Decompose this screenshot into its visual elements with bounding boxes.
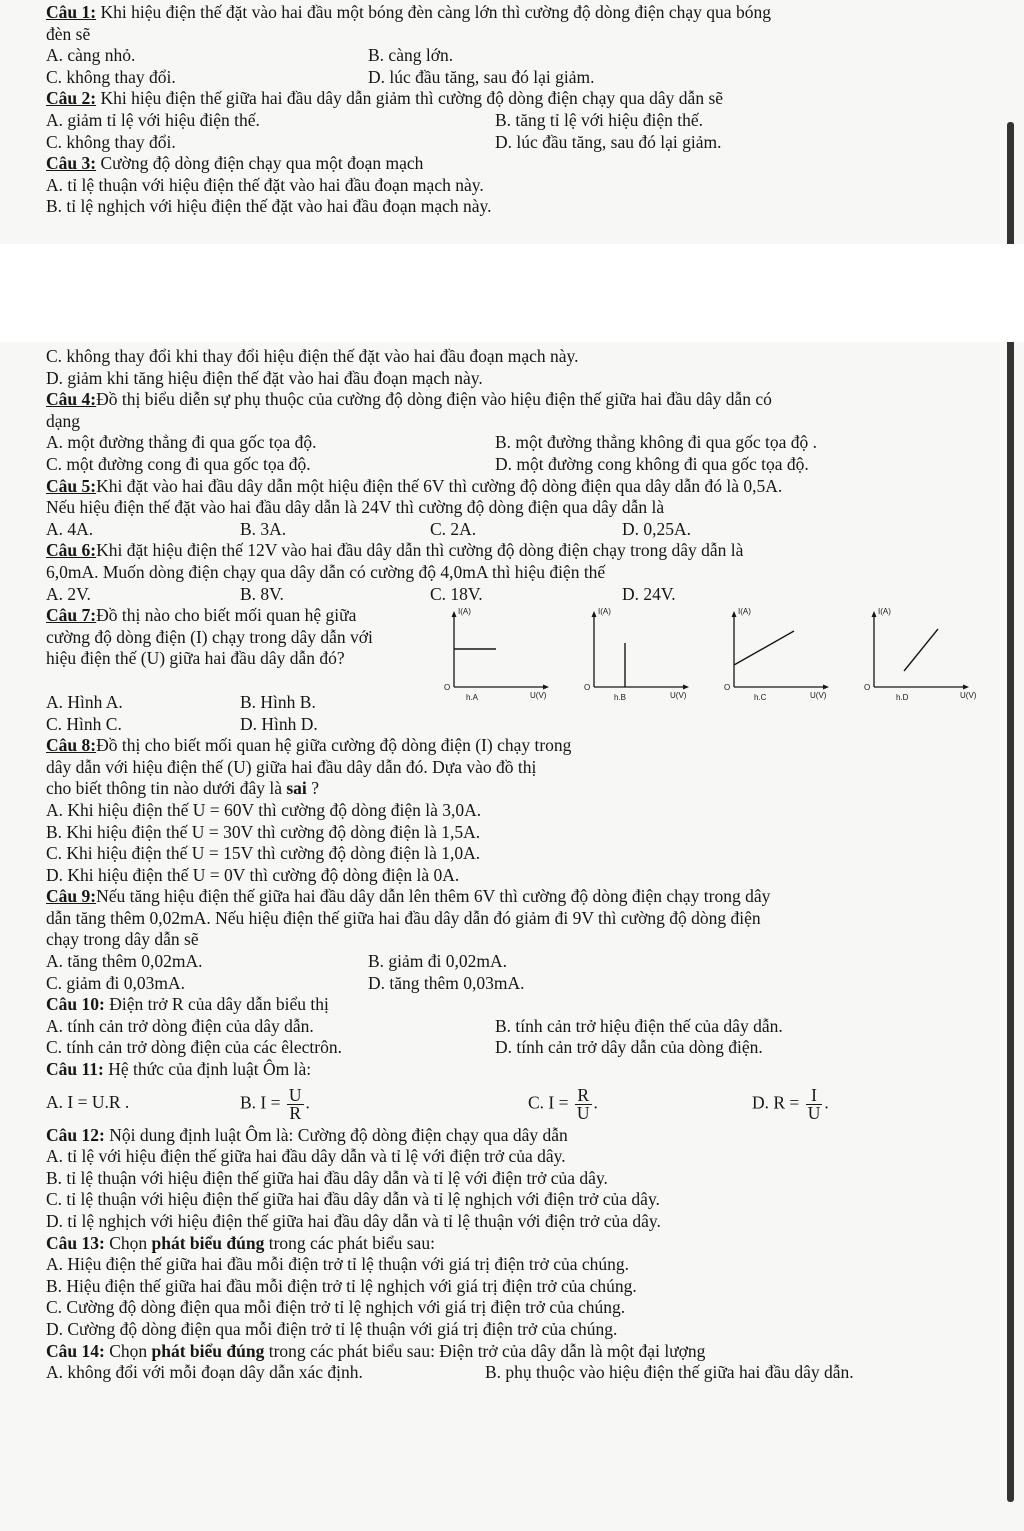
q14-option-b[interactable]: B. phụ thuộc vào hiệu điện thế giữa hai đầu dây dẫn. (485, 1362, 854, 1383)
q1-option-c[interactable]: C. không thay đổi. (46, 66, 176, 87)
q5-options (0, 519, 1024, 541)
graph-d-axis-i: I(A) (878, 607, 891, 617)
graph-a-axis-u: U(V) (530, 691, 547, 701)
q11-options (0, 1081, 1024, 1125)
q3-option-c[interactable]: C. không thay đổi khi thay đổi hiệu điện thế đặt vào hai đầu đoạn mạch này. (46, 346, 579, 366)
q11-b-den: R (289, 1102, 302, 1123)
q6-option-b[interactable]: B. 8V. (240, 583, 284, 604)
q10-stem (0, 994, 1024, 1016)
q10-option-c[interactable]: C. tính cản trở dòng điện của các êlectrôn. (46, 1037, 342, 1058)
q13-option-c[interactable]: C. Cường độ dòng điện qua mỗi điện trở tỉ lệ nghịch với giá trị điện trở của chúng. (46, 1297, 626, 1318)
q9-option-b[interactable]: B. giảm đi 0,02mA. (368, 951, 508, 972)
q2-option-d[interactable]: D. lúc đầu tăng, sau đó lại giảm. (495, 131, 722, 152)
q5-title: Câu 5: (46, 475, 97, 496)
page-gap (0, 244, 1024, 342)
q7-text: Đồ thị nào cho biết mối quan hệ giữa cường độ dòng điện (I) chạy trong dây dẫn với hiệu điện thế (U) giữa hai đầu dây dẫn đó? (46, 605, 373, 669)
q3-option-b[interactable]: B. tỉ lệ nghịch với hiệu điện thế đặt vào hai đầu đoạn mạch này. (46, 196, 492, 217)
q9-stem-line1 (0, 886, 1024, 908)
q1-stem-line2: đèn sẽ (46, 23, 91, 44)
q9-stem-line2: dẫn tăng thêm 0,02mA. Nếu hiệu điện thế giữa hai đầu dây dẫn đó giảm đi 9V thì cường độ dòng điện (46, 907, 761, 928)
graph-b-axis-u: U(V) (670, 691, 687, 701)
q4-option-d[interactable]: D. một đường cong không đi qua gốc tọa độ. (495, 453, 809, 474)
q11-d-fraction (806, 1084, 823, 1123)
q14-stem (0, 1341, 1024, 1363)
q9-text: Nếu tăng hiệu điện thế giữa hai đầu dây dẫn lên thêm 6V thì cường độ dòng điện chạy trong dây (96, 886, 771, 907)
q11-c-num: R (575, 1087, 592, 1105)
q9-title: Câu 9: (46, 886, 97, 907)
q9-option-a[interactable]: A. tăng thêm 0,02mA. (46, 951, 203, 972)
q10-title: Câu 10: (46, 994, 105, 1015)
graph-b-origin: O (584, 683, 591, 693)
q6-stem-line2: 6,0mA. Muốn dòng điện chạy qua dây dẫn có cường độ 4,0mA thì hiệu điện thế (46, 561, 606, 582)
q12-title: Câu 12: (46, 1124, 105, 1145)
q7-options-row1 (0, 692, 446, 714)
graph-c (720, 607, 860, 703)
q14-title: Câu 14: (46, 1340, 105, 1361)
q7-option-c[interactable]: C. Hình C. (46, 714, 122, 735)
q14-options-row1 (0, 1362, 1024, 1384)
graph-d (860, 607, 1000, 703)
q1-option-a[interactable]: A. càng nhỏ. (46, 45, 136, 66)
graph-c-axis-u: U(V) (810, 691, 827, 701)
q7-option-a[interactable]: A. Hình A. (46, 692, 123, 713)
graph-d-axis-u: U(V) (960, 691, 977, 701)
q4-option-a[interactable]: A. một đường thẳng đi qua gốc tọa độ. (46, 432, 317, 453)
q8-title: Câu 8: (46, 735, 97, 756)
graph-d-line (904, 629, 938, 671)
q11-d-pre: D. R = (752, 1092, 800, 1113)
q2-title: Câu 2: (46, 88, 97, 109)
q2-option-a[interactable]: A. giảm tỉ lệ với hiệu điện thế. (46, 109, 260, 130)
q13-stem (0, 1233, 1024, 1255)
q2-text: Khi hiệu điện thế giữa hai đầu dây dẫn giảm thì cường độ dòng điện chạy qua dây dẫn sẽ (96, 88, 724, 109)
q5-option-d[interactable]: D. 0,25A. (622, 518, 692, 539)
q12-option-c[interactable]: C. tỉ lệ thuận với hiệu điện thế giữa hai đầu dây dẫn và tỉ lệ nghịch với điện trở của dây. (46, 1189, 660, 1210)
q6-option-a[interactable]: A. 2V. (46, 583, 91, 604)
graph-a-origin: O (444, 683, 451, 693)
q6-options (0, 584, 1024, 606)
graph-c-label: h.C (754, 693, 767, 703)
q13-title: Câu 13: (46, 1232, 105, 1253)
graph-a-svg (440, 607, 580, 699)
q3-title: Câu 3: (46, 153, 97, 174)
q1-stem-line1 (0, 2, 1024, 24)
q13-text-pre: Chọn (104, 1232, 152, 1253)
q1-options-row2 (0, 67, 1024, 89)
q14-text-pre: Chọn (104, 1340, 152, 1361)
q11-d-den: U (807, 1102, 821, 1123)
q13-text-post: trong các phát biểu sau: (264, 1232, 435, 1253)
q6-stem-line1 (0, 540, 1024, 562)
q9-stem-line3: chạy trong dây dẫn sẽ (46, 929, 199, 950)
graph-b-svg (580, 607, 720, 699)
q9-options-row2 (0, 973, 1024, 995)
graph-c-svg (720, 607, 860, 699)
q14-option-a[interactable]: A. không đổi với mỗi đoạn dây dẫn xác định. (46, 1362, 363, 1383)
graph-b-label: h.B (614, 693, 627, 703)
q11-stem (0, 1059, 1024, 1081)
q11-c-pre: C. I = (528, 1092, 569, 1113)
q8-text3-pre: cho biết thông tin nào dưới đây là (46, 778, 287, 799)
q4-options-row2 (0, 454, 1024, 476)
q10-text: Điện trở R của dây dẫn biểu thị (104, 994, 329, 1015)
graph-c-origin: O (724, 683, 731, 693)
q7-stem (46, 605, 391, 670)
q4-text: Đồ thị biểu diễn sự phụ thuộc của cường độ dòng điện vào hiệu điện thế giữa hai đầu dây dẫn có (96, 389, 772, 410)
graph-a-axis-i: I(A) (458, 607, 471, 617)
q7-option-b[interactable]: B. Hình B. (240, 692, 316, 713)
q11-c-den: U (576, 1102, 590, 1123)
q8-text3-post: ? (306, 778, 319, 799)
q8-text3-bold: sai (286, 778, 307, 799)
bottom-section (0, 346, 1024, 1384)
graph-d-label: h.D (896, 693, 909, 703)
q11-d-num: I (806, 1087, 823, 1105)
q12-option-a[interactable]: A. tỉ lệ với hiệu điện thế giữa hai đầu dây dẫn và tỉ lệ với điện trở của dây. (46, 1146, 566, 1167)
q12-stem (0, 1125, 1024, 1147)
q10-option-d[interactable]: D. tính cản trở dây dẫn của dòng điện. (495, 1037, 763, 1058)
q14-text-bold: phát biểu đúng (151, 1340, 265, 1361)
graph-d-svg (860, 607, 1000, 699)
q1-options-row1 (0, 45, 1024, 67)
q12-text: Nội dung định luật Ôm là: Cường độ dòng điện chạy qua dây dẫn (104, 1124, 568, 1145)
graph-b (580, 607, 720, 703)
q11-option-a[interactable]: A. I = U.R . (46, 1091, 130, 1112)
q6-option-c[interactable]: C. 18V. (430, 583, 483, 604)
q11-title: Câu 11: (46, 1059, 104, 1080)
q5-stem-line2: Nếu hiệu điện thế đặt vào hai đầu dây dẫn là 24V thì cường độ dòng điện qua dây dẫn là (46, 497, 665, 518)
q11-text: Hệ thức của định luật Ôm là: (103, 1059, 312, 1080)
q2-options-row2 (0, 132, 1024, 154)
q7-option-d[interactable]: D. Hình D. (240, 714, 318, 735)
q10-option-b[interactable]: B. tính cản trở hiệu điện thế của dây dẫn. (495, 1015, 783, 1036)
q8-option-d[interactable]: D. Khi hiệu điện thế U = 0V thì cường độ dòng điện là 0A. (46, 864, 460, 885)
q5-option-a[interactable]: A. 4A. (46, 518, 94, 539)
q13-text-bold: phát biểu đúng (151, 1232, 265, 1253)
q3-text: Cường độ dòng điện chạy qua một đoạn mạch (96, 153, 424, 174)
q4-stem-line1 (0, 389, 1024, 411)
q9-option-d[interactable]: D. tăng thêm 0,03mA. (368, 972, 525, 993)
q12-option-b[interactable]: B. tỉ lệ thuận với hiệu điện thế giữa hai đầu dây dẫn và tỉ lệ với điện trở của dây. (46, 1167, 608, 1188)
q2-options-row1 (0, 110, 1024, 132)
q11-option-d[interactable]: D. R = $\frac{I}{U}$ . (752, 1084, 829, 1123)
q11-option-c[interactable]: C. I = $\frac{R}{U}$ . (528, 1084, 598, 1123)
q5-text: Khi đặt vào hai đầu dây dẫn một hiệu điện thế 6V thì cường độ dòng điện qua dây dẫn đó là 0,5A. (96, 475, 783, 496)
q3-option-a[interactable]: A. tỉ lệ thuận với hiệu điện thế đặt vào hai đầu đoạn mạch này. (46, 174, 484, 195)
q8-stem-line1 (0, 735, 1024, 757)
q1-text: Khi hiệu điện thế đặt vào hai đầu một bóng đèn càng lớn thì cường độ dòng điện chạy qua bóng (96, 2, 771, 22)
graph-c-axis-i: I(A) (738, 607, 751, 617)
q13-option-a[interactable]: A. Hiệu điện thế giữa hai đầu mỗi điện trở tỉ lệ thuận với giá trị điện trở của chúng. (46, 1254, 630, 1275)
q11-b-pre: B. I = (240, 1092, 281, 1113)
q7-block (0, 605, 1024, 735)
q3-option-d[interactable]: D. giảm khi tăng hiệu điện thế đặt vào hai đầu đoạn mạch này. (46, 367, 483, 388)
graph-a (440, 607, 580, 703)
q6-option-d[interactable]: D. 24V. (622, 583, 676, 604)
graph-c-line (734, 631, 794, 665)
graph-d-origin: O (864, 683, 871, 693)
graph-b-axis-i: I(A) (598, 607, 611, 617)
q6-text: Khi đặt hiệu điện thế 12V vào hai đầu dây dẫn thì cường độ dòng điện chạy trong dây dẫn là (96, 540, 744, 561)
q11-c-fraction (575, 1084, 592, 1123)
q1-option-b[interactable]: B. càng lớn. (368, 45, 454, 66)
q5-option-c[interactable]: C. 2A. (430, 518, 477, 539)
q8-option-b[interactable]: B. Khi hiệu điện thế U = 30V thì cường độ dòng điện là 1,5A. (46, 821, 481, 842)
q10-options-row1 (0, 1016, 1024, 1038)
q11-b-num: U (288, 1084, 302, 1105)
q1-option-d[interactable]: D. lúc đầu tăng, sau đó lại giảm. (368, 66, 595, 87)
q12-option-d[interactable]: D. tỉ lệ nghịch với hiệu điện thế giữa hai đầu dây dẫn và tỉ lệ thuận với điện trở của dây. (46, 1211, 661, 1231)
q10-options-row2 (0, 1037, 1024, 1059)
q4-stem-line2: dạng (46, 410, 81, 431)
q2-option-c[interactable]: C. không thay đổi. (46, 131, 176, 152)
q3-stem (0, 153, 1024, 175)
top-section (0, 2, 1024, 218)
q4-option-b[interactable]: B. một đường thẳng không đi qua gốc tọa độ . (495, 432, 818, 453)
q7-title: Câu 7: (46, 605, 97, 626)
q11-b-fraction (287, 1084, 304, 1123)
q13-option-d[interactable]: D. Cường độ dòng điện qua mỗi điện trở tỉ lệ thuận với giá trị điện trở của chúng. (46, 1318, 618, 1339)
q8-stem-line3 (0, 778, 1024, 800)
q4-option-c[interactable]: C. một đường cong đi qua gốc tọa độ. (46, 453, 311, 474)
q10-option-a[interactable]: A. tính cản trở dòng điện của dây dẫn. (46, 1015, 314, 1036)
q5-stem-line1 (0, 476, 1024, 498)
q8-option-c[interactable]: C. Khi hiệu điện thế U = 15V thì cường độ dòng điện là 1,0A. (46, 843, 481, 864)
q8-option-a[interactable]: A. Khi hiệu điện thế U = 60V thì cường độ dòng điện là 3,0A. (46, 799, 482, 820)
q4-options-row1 (0, 432, 1024, 454)
q2-stem (0, 88, 1024, 110)
q13-option-b[interactable]: B. Hiệu điện thế giữa hai đầu mỗi điện trở tỉ lệ nghịch với giá trị điện trở của chúng. (46, 1275, 637, 1296)
q9-option-c[interactable]: C. giảm đi 0,03mA. (46, 972, 186, 993)
q8-stem-line2: dây dẫn với hiệu điện thế (U) giữa hai đầu dây dẫn đó. Dựa vào đồ thị (46, 756, 537, 777)
q14-text-post: trong các phát biểu sau: Điện trở của dây dẫn là một đại lượng (264, 1340, 706, 1361)
q4-title: Câu 4: (46, 389, 97, 410)
q7-options-row2 (0, 714, 446, 736)
q11-option-b[interactable]: B. I = $\frac{U}{R}$ . (240, 1084, 310, 1123)
q1-title: Câu 1: (46, 2, 97, 22)
q8-text: Đồ thị cho biết mối quan hệ giữa cường độ dòng điện (I) chạy trong (96, 735, 572, 756)
q2-option-b[interactable]: B. tăng tỉ lệ với hiệu điện thế. (495, 109, 704, 130)
q5-option-b[interactable]: B. 3A. (240, 518, 287, 539)
q6-title: Câu 6: (46, 540, 97, 561)
q9-options-row1 (0, 951, 1024, 973)
graph-a-label: h.A (466, 693, 479, 703)
